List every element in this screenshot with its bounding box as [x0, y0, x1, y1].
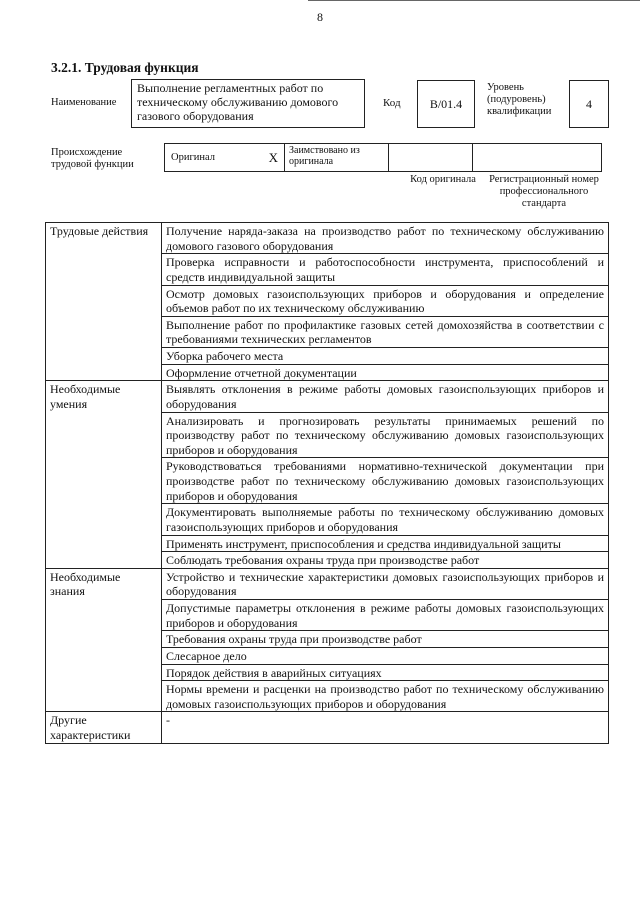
code-original-label: Код оригинала: [410, 174, 476, 185]
section-item: Выявлять отклонения в режиме работы домовых газоиспользующих приборов и оборудования: [162, 381, 609, 412]
section-item: Руководствоваться требованиями нормативно-технической документации при производстве работ по техническому обслуживанию домовых газоиспользующих приборов и оборудования: [162, 458, 609, 504]
level-label: Уровень (подуровень) квалификации: [487, 82, 552, 118]
section-item: Выполнение работ по профилактике газовых сетей домохозяйства в соответствии с требованиями технических регламентов: [162, 316, 609, 347]
page-number: 8: [317, 10, 323, 24]
code-value: B/01.4: [417, 80, 475, 128]
section-item: Осмотр домовых газоиспользующих приборов и оборудования и определение объемов работ по их техническому обслуживанию: [162, 285, 609, 316]
section-title-cell: Трудовые действия: [46, 223, 162, 381]
section-title-cell: Другие характеристики: [46, 712, 162, 743]
section-item: -: [162, 712, 609, 743]
reg-number-label: Регистрационный номер профессионального стандарта: [489, 174, 599, 210]
section-item: Нормы времени и расценки на производство работ по техническому обслуживанию домовых газоиспользующих приборов и оборудования: [162, 681, 609, 712]
section-title: 3.2.1. Трудовая функция: [51, 60, 199, 75]
level-value: 4: [569, 80, 609, 128]
table-row: [46, 223, 609, 254]
section-item: Уборка рабочего места: [162, 348, 609, 365]
section-item: Применять инструмент, приспособления и средства индивидуальной защиты: [162, 535, 609, 552]
section-item: Слесарное дело: [162, 647, 609, 664]
section-title-cell: Необходимые умения: [46, 381, 162, 569]
function-details-table: [45, 222, 609, 744]
section-item: Допустимые параметры отклонения в режиме работы домовых газоиспользующих приборов и оборудования: [162, 600, 609, 631]
section-item: Порядок действия в аварийных ситуациях: [162, 664, 609, 681]
code-original-cell: [388, 144, 472, 171]
table-row: [46, 568, 609, 599]
section-item: Оформление отчетной документации: [162, 364, 609, 381]
section-item: Получение наряда-заказа на производство работ по техническому обслуживанию домового газового оборудования: [162, 223, 609, 254]
code-label: Код: [383, 97, 401, 109]
original-label: Оригинал: [171, 152, 215, 163]
section-item: Анализировать и прогнозировать результаты принимаемых решений по производству работ по техническому обслуживанию домовых газоиспользующих приборов и оборудования: [162, 412, 609, 458]
table-row: [46, 381, 609, 412]
section-item: Устройство и технические характеристики домовых газоиспользующих приборов и оборудования: [162, 568, 609, 599]
top-rule: [308, 0, 640, 1]
original-cell: [164, 144, 284, 171]
section-item: Требования охраны труда при производстве работ: [162, 631, 609, 648]
table-row: [46, 712, 609, 743]
function-name: Выполнение регламентных работ по техническому обслуживанию домового газового оборудования: [131, 79, 365, 128]
section-title-cell: Необходимые знания: [46, 568, 162, 712]
origin-row: [164, 143, 602, 172]
section-item: Документировать выполняемые работы по техническому обслуживанию домовых газоиспользующих приборов и оборудования: [162, 504, 609, 535]
reg-number-cell: [472, 144, 602, 171]
origin-label: Происхождение трудовой функции: [51, 147, 134, 171]
original-mark: X: [268, 149, 278, 165]
section-item: Соблюдать требования охраны труда при производстве работ: [162, 552, 609, 569]
section-item: Проверка исправности и работоспособности инструмента, приспособлений и средств индивидуальной защиты: [162, 254, 609, 285]
name-label: Наименование: [51, 97, 117, 108]
borrowed-label: Заимствовано из оригинала: [284, 144, 388, 171]
